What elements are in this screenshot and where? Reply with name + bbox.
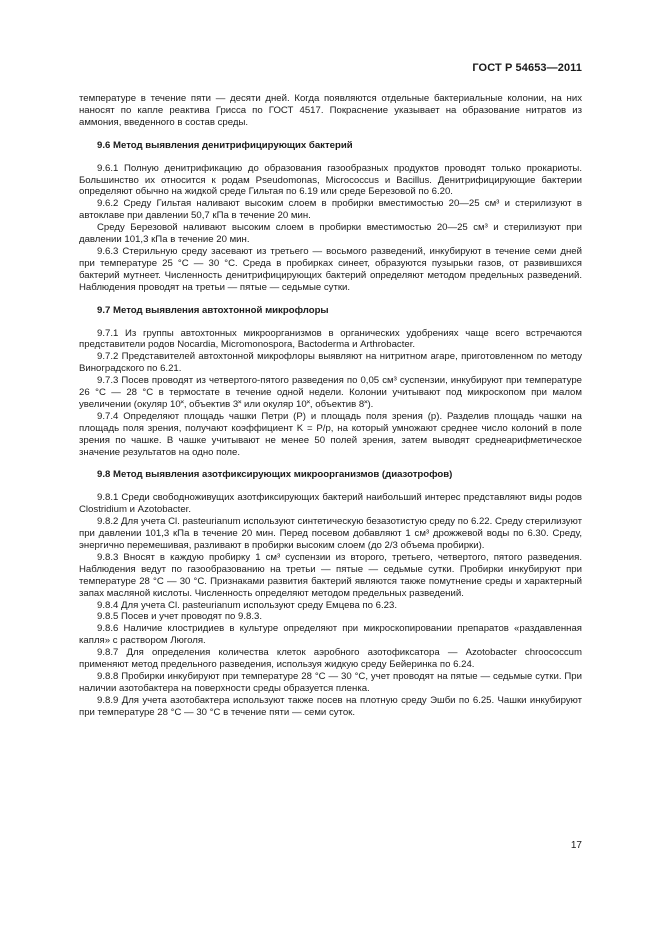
paragraph-9-7-4: 9.7.4 Определяют площадь чашки Петри (P) и площадь поля зрения (p). Разделив площадь чашки на площадь поля зрения, получают коэффициент K = P/p, на который умножают среднее число колоний в поле зрения по чашке. В чашке учитывают не менее 50 полей зрения, затем выводят среднеарифметическое значение результатов на одно поле. (79, 410, 582, 458)
paragraph-9-6-3: 9.6.3 Стерильную среду засевают из третьего — восьмого разведений, инкубируют в течение семи дней при температуре 25 °С — 30 °С. Среда в пробирках синеет, образуются пузырьки газов, от развившихся бактерий мутнеет. Численность денитрифицирующих бактерий определяют методом предельных разведений. Наблюдения проводят на третьи — пятые — седьмые сутки. (79, 245, 582, 293)
section-heading: 9.8 Метод выявления азотфиксирующих микроорганизмов (диазотрофов) (97, 469, 453, 481)
section-heading: 9.6 Метод выявления денитрифицирующих бактерий (97, 139, 353, 151)
paragraph-9-8-3: 9.8.3 Вносят в каждую пробирку 1 см³ суспензии из второго, третьего, четвертого, пятого разведения. Наблюдения ведут по газообразованию на третьи — пятые — седьмые сутки. Пробирки инкубируют при температуре 28 °С — 30 °С. Признаками развития бактерий являются также помутнение среды и характерный запах масляной кислоты. Численность определяют методом предельных разведений. (79, 551, 582, 599)
section-heading: 9.7 Метод выявления автохтонной микрофлоры (97, 304, 329, 316)
document-code: ГОСТ Р 54653—2011 (472, 62, 582, 74)
paragraph-9-8-5: 9.8.5 Посев и учет проводят по 9.8.3. (97, 611, 263, 623)
paragraph-9-8-9: 9.8.9 Для учета азотобактера используют также посев на плотную среду Эшби по 6.25. Чашки инкубируют при температуре 28 °С — 30 °С в течение пяти — семи суток. (79, 694, 582, 718)
intro-paragraph: температуре в течение пяти — десяти дней. Когда появляются отдельные бактериальные колонии, на них наносят по капле реактива Грисса по ГОСТ 4517. Покраснение указывает на образование нитратов из аммония, введенного в состав среды. (79, 93, 582, 128)
paragraph-9-8-8: 9.8.8 Пробирки инкубируют при температуре 28 °С — 30 °С, учет проводят на пятые — седьмые сутки. При наличии азотобактера на поверхности среды образуется пленка. (79, 670, 582, 694)
paragraph-9-8-6: 9.8.6 Наличие клостридиев в культуре определяют при микроскопировании препаратов «раздавленная капля» с раствором Люголя. (79, 623, 582, 647)
paragraph-9-8-7: 9.8.7 Для определения количества клеток аэробного азотофиксатора — Azotobacter chroococcum применяют метод предельного разведения, используя жидкую среду Бейеринка по 6.24. (79, 647, 582, 671)
page-body (79, 93, 582, 719)
paragraph-9-6-2-cont: Среду Березовой наливают высоким слоем в пробирки вместимостью 20—25 см³ и стерилизуют при давлении 101,3 кПа в течение 20 мин. (79, 222, 582, 246)
paragraph-9-8-2: 9.8.2 Для учета Cl. pasteurianum используют синтетическую безазотистую среду по 6.22. Среду стерилизуют при давлении 101,3 кПа в течение 20 мин. Перед посевом добавляют 1 см³ дрожжевой воды по 6.30. Среду, энергично перемешивая, разливают в пробирки высоким слоем (до 2/3 объема пробирки). (79, 516, 582, 551)
paragraph-9-7-2: 9.7.2 Представителей автохтонной микрофлоры выявляют на нитритном агаре, приготовленном по методу Виноградского по 6.21. (79, 351, 582, 375)
paragraph-9-7-1: 9.7.1 Из группы автохтонных микроорганизмов в органических удобрениях чаще всего встречаются представители родов Nocardia, Micromonospora, Bactoderma и Arthrobacter. (79, 327, 582, 351)
paragraph-9-6-1: 9.6.1 Полную денитрификацию до образования газообразных продуктов проводят только прокариоты. Большинство их относится к родам Pseudomonas, Micrococcus и Bacillus. Денитрифицирующие бактерии определяют обычно на жидкой среде Гильтая по 6.19 или среде Березовой по 6.20. (79, 162, 582, 198)
paragraph-9-6-2: 9.6.2 Среду Гильтая наливают высоким слоем в пробирки вместимостью 20—25 см³ и стерилизуют в автоклаве при давлении 50,7 кПа в течение 20 мин. (79, 198, 582, 222)
page-number: 17 (570, 840, 582, 851)
paragraph-9-8-1: 9.8.1 Среди свободноживущих азотфиксирующих бактерий наибольший интерес представляют виды родов Clostridium и Azotobacter. (79, 492, 582, 516)
paragraph-9-7-3: 9.7.3 Посев проводят из четвертого-пятого разведения по 0,05 см³ суспензии, инкубируют при температуре 26 °С — 28 °С в термостате в течение одной недели. Колонии учитывают под микроскопом при малом увеличении (окуляр 10˟, объектив 3˟ или окуляр 10˟, объектив 8˟). (79, 375, 582, 410)
paragraph-9-8-4: 9.8.4 Для учета Cl. pasteurianum используют среду Емцева по 6.23. (97, 599, 398, 611)
